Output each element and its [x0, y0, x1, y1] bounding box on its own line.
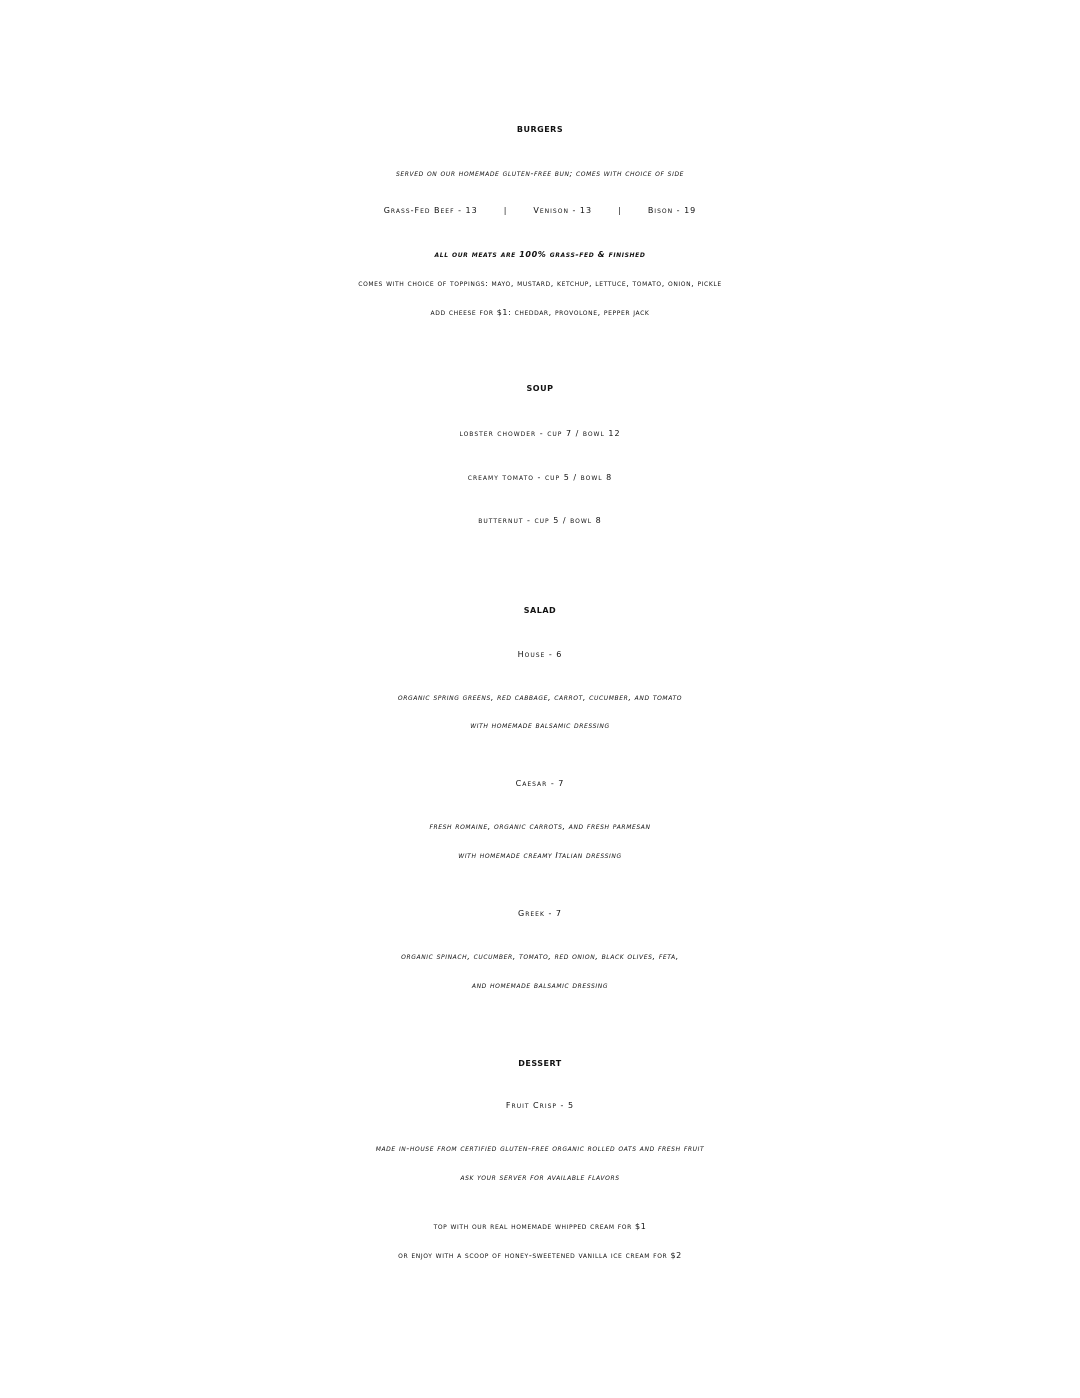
- salad-item-desc: organic spring greens, red cabbage, carrot, cucumber, and tomato: [397, 693, 683, 702]
- burgers-cheese: add cheese for $1: cheddar, provolone, pepper jack: [430, 308, 650, 317]
- burger-item-bison: Bison - 19: [647, 206, 697, 215]
- salad-item-desc: and homemade balsamic dressing: [471, 981, 609, 990]
- dessert-heading: DESSERT: [518, 1059, 562, 1068]
- burger-item-beef: Grass-Fed Beef - 13: [383, 206, 478, 215]
- salad-item-name: House - 6: [517, 650, 563, 659]
- salad-heading: SALAD: [523, 606, 557, 615]
- dessert-item-name: Fruit Crisp - 5: [505, 1101, 575, 1110]
- salad-item-desc: organic spinach, cucumber, tomato, red onion, black olives, feta,: [401, 952, 679, 961]
- burgers-meat-note: all our meats are 100% grass-fed & finished: [434, 250, 646, 259]
- soup-item: butternut - cup 5 / bowl 8: [478, 516, 602, 525]
- burgers-heading: BURGERS: [516, 125, 564, 134]
- salad-item-name: Caesar - 7: [515, 779, 565, 788]
- salad-item-desc: fresh romaine, organic carrots, and fresh parmesan: [429, 822, 651, 831]
- dessert-extra: top with our real homemade whipped cream for $1: [433, 1222, 647, 1231]
- salad-item-name: Greek - 7: [518, 909, 562, 918]
- soup-item: creamy tomato - cup 5 / bowl 8: [467, 473, 613, 482]
- salad-item-desc: with homemade creamy Italian dressing: [458, 851, 622, 860]
- burgers-toppings: comes with choice of toppings: mayo, mustard, ketchup, lettuce, tomato, onion, pickle: [358, 279, 722, 288]
- burger-item-venison: Venison - 13: [533, 206, 593, 215]
- salad-item-desc: with homemade balsamic dressing: [470, 721, 610, 730]
- burgers-subtitle: served on our homemade gluten-free bun; comes with choice of side: [395, 169, 685, 178]
- dessert-extra: or enjoy with a scoop of honey-sweetened vanilla ice cream for $2: [398, 1251, 682, 1260]
- burgers-price-row: [0, 207, 1080, 215]
- dessert-item-desc: made in-house from certified gluten-free organic rolled oats and fresh fruit: [375, 1144, 705, 1153]
- soup-heading: SOUP: [526, 384, 554, 393]
- soup-item: lobster chowder - cup 7 / bowl 12: [459, 429, 621, 438]
- burger-separator: |: [618, 206, 622, 215]
- dessert-item-desc: ask your server for available flavors: [460, 1173, 620, 1182]
- burger-separator: |: [503, 206, 508, 215]
